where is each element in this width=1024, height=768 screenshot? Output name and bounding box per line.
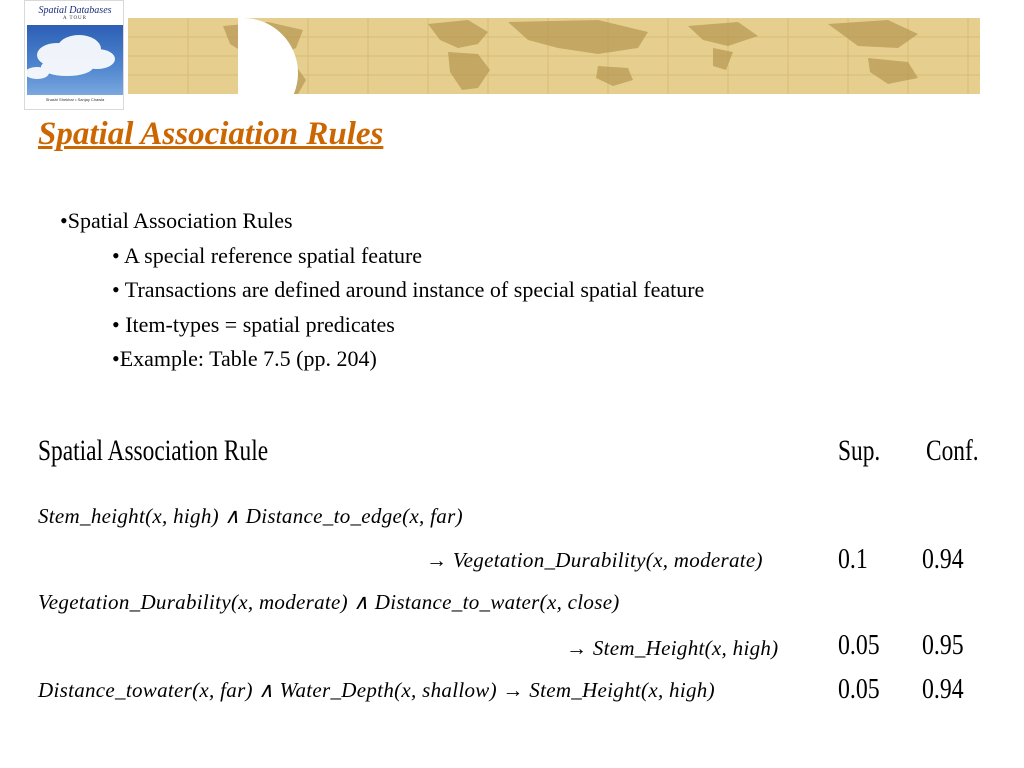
- header-confidence: Conf.: [926, 434, 979, 467]
- bullet-item: • Transactions are defined around instance of special spatial feature: [112, 277, 705, 302]
- rule-antecedent: Vegetation_Durability(x, moderate) ∧ Distance_to_water(x, close): [38, 590, 620, 614]
- world-map-banner: [128, 18, 980, 94]
- book-cover-subtitle: A TOUR: [62, 16, 87, 21]
- book-cover-title: Spatial Databases: [38, 5, 112, 16]
- rule-consequent: → Vegetation_Durability(x, moderate): [426, 548, 763, 572]
- header-support: Sup.: [838, 434, 881, 467]
- confidence-value: 0.94: [922, 674, 964, 705]
- bullet-item: • Item-types = spatial predicates: [112, 311, 395, 337]
- book-cover-image: [24, 0, 124, 110]
- book-cover-authors: Shashi Shekhar • Sanjay Chawla: [45, 97, 105, 102]
- bullet-item: •Spatial Association Rules: [60, 208, 293, 233]
- support-value: 0.1: [838, 544, 868, 575]
- confidence-value: 0.94: [922, 544, 964, 575]
- support-value: 0.05: [838, 674, 880, 705]
- slide-title: Spatial Association Rules: [38, 116, 384, 152]
- rule-full: Distance_towater(x, far) ∧ Water_Depth(x, shallow) → Stem_Height(x, high): [38, 678, 715, 702]
- book-cover-sky: [27, 25, 123, 95]
- bullet-item: •Example: Table 7.5 (pp. 204): [112, 346, 377, 371]
- rule-consequent: → Stem_Height(x, high): [566, 636, 779, 660]
- confidence-value: 0.95: [922, 630, 964, 661]
- bullet-item: • A special reference spatial feature: [112, 242, 423, 268]
- rule-antecedent: Stem_height(x, high) ∧ Distance_to_edge(x, far): [38, 504, 463, 528]
- rules-table: [38, 430, 1008, 720]
- bullet-list: [60, 204, 704, 377]
- support-value: 0.05: [838, 630, 880, 661]
- header-rule: Spatial Association Rule: [38, 434, 269, 467]
